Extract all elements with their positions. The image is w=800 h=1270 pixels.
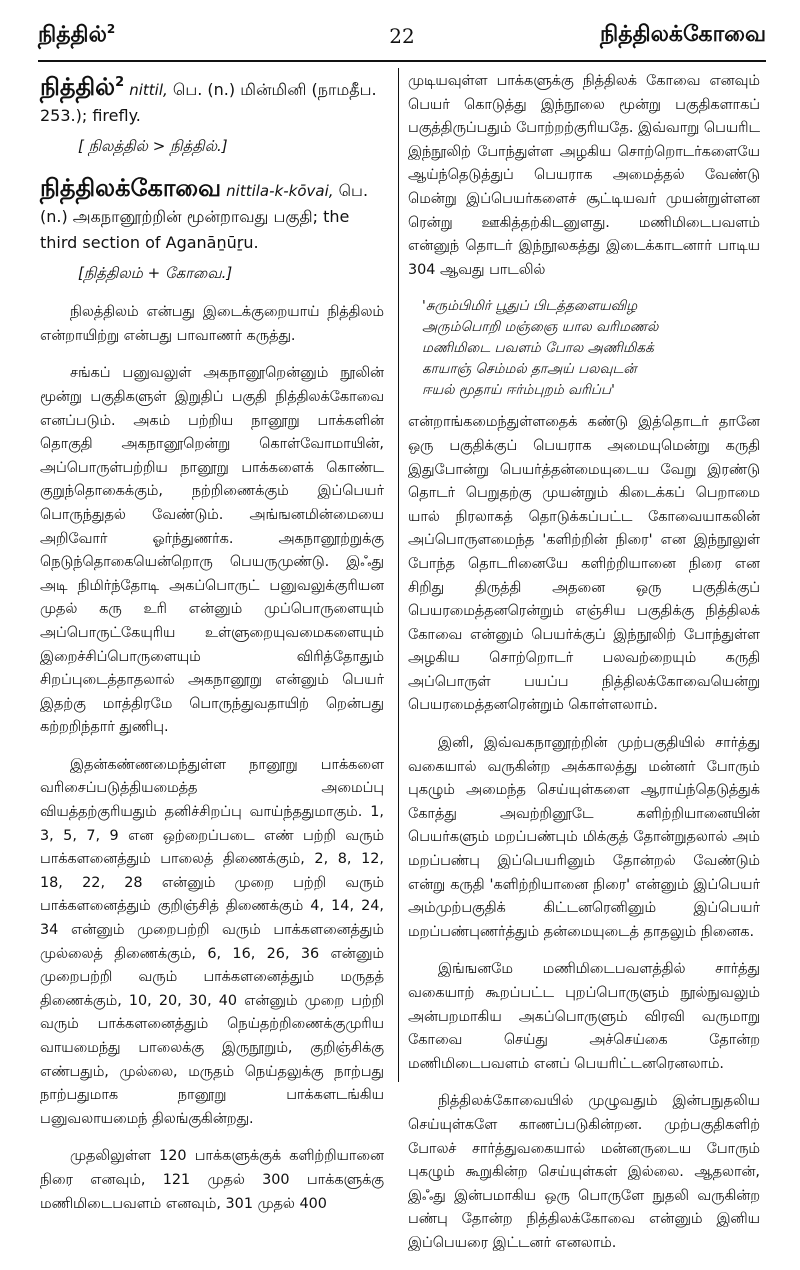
paragraph: இங்ஙனமே மணிமிடைபவளத்தில் சார்த்து வகையாற் கூறப்பட்ட புறப்பொருளும் நூல்நுவலும் அன்பறமாகிய அகப்பொருளும் விரவி வருமாறு கோவை செய்து அச்செய்கை தோன்ற மணிமிடைபவளம் எனப் பெயரிட்டனரெனலாம்.	[408, 961, 760, 1072]
entry-definition: பெ. (n.) அகநானூற்றின் மூன்றாவது பகுதி; the third section of Aganāṉūṟu.	[40, 180, 369, 252]
header-right-guideword: நித்திலக்கோவை	[600, 22, 766, 47]
entry-nittil	[40, 70, 384, 129]
page-number: 22	[389, 24, 415, 48]
entry-nittilakkovai	[40, 175, 384, 256]
verse-line: 'சுரும்பிமிர் பூதுப் பிடத்தளையவிழ	[422, 298, 638, 315]
paragraph: நிலத்திலம் என்பது இடைக்குறையாய் நித்திலம் என்றாயிற்று என்பது பாவாணர் கருத்து.	[40, 304, 384, 344]
paragraph: என்றாங்கமைந்துள்ளதைக் கண்டு இத்தொடர் தானே ஒரு பகுதிக்குப் பெயராக அமையுமென்று கருதி இதுபோன்று பெயர்த்தன்மையுடைய வேறு இரண்டு தொடர் பெறுதற்கு முயன்றும் கிடைக்கப் பெறாமை யால் நிரலாகத் தொடுக்கப்பட்ட கோவையாகலின் அப்பொருளமைந்த 'களிற்றின் நிரை' என இந்நூலுள் போந்த தொடரினையே களிற்றியானை நிரை என சிறிது திருத்தி அதனை ஒரு பகுதிக்குப் பெயரமைத்தனரென்றும் எஞ்சிய பகுதிக்கு நித்திலக் கோவை என்னும் பெயர்க்குப் இந்நூலிற் போந்துள்ள அழகிய சொற்றொடர் பலவற்றையும் கருதி அப்பொருள் பயப்ப நித்திலக்கோவையென்று பெயரமைத்தனரென்றும் கொள்ளலாம்.	[408, 414, 760, 714]
paragraph: நித்திலக்கோவையில் முழுவதும் இன்பநுதலிய செய்யுள்களே காணப்படுகின்றன. முற்பகுதிகளிற் போலச் சார்த்துவகையால் மன்னருடைய போரும் புகழும் கூறுகின்ற செய்யுள்கள் இல்லை. ஆதலான், இஃது இன்பமாகிய ஒரு பொருளே நுதலி வருகின்ற பண்பு தோன்ற நித்திலக்கோவை என்னும் இனிய இப்பெயரை இட்டனர் எனலாம்.	[408, 1093, 760, 1251]
quoted-verse	[422, 296, 760, 401]
paragraph: இதன்கண்ணமைந்துள்ள நானூறு பாக்களை வரிசைப்படுத்தியமைத்த அமைப்பு வியத்தற்குரியதும் தனிச்சிறப்பு வாய்ந்ததுமாகும். 1, 3, 5, 7, 9 என ஒற்றைப்படை எண் பற்றி வரும் பாக்களனைத்தும் பாலைத் திணைக்கும், 2, 8, 12, 18, 22, 28 என்னும் முறை பற்றி வரும் பாக்களனைத்தும் குறிஞ்சித் திணைக்கும் 4, 14, 24, 34 என்னும் முறைபற்றி வரும் பாக்களனைத்தும் முல்லைத் திணைக்கும், 6, 16, 26, 36 என்னும் முறைபற்றி வரும் பாக்களனைத்தும் மருதத் திணைக்கும், 10, 20, 30, 40 என்னும் முறை பற்றி வரும் பாக்களனைத்தும் நெய்தற்றிணைக்குமுரிய வாயமைந்து பாலைக்கு இருநூறும், குறிஞ்சிக்கு எண்பதும், முல்லை, மருதம் நெய்தலுக்கு நாற்பது நாற்பதுமாக நானூறு பாக்களடங்கிய பனுவலாயமைந் திலங்குகின்றது.	[40, 756, 384, 1127]
paragraph: முடியவுள்ள பாக்களுக்கு நித்திலக் கோவை எனவும் பெயர் கொடுத்து இந்நூலை மூன்று பகுதிகளாகப் பகுத்திருப்பதும் போற்றற்குரியதே. இவ்வாறு பெயரிட இந்நூலிற் போந்துள்ள அழகிய சொற்றொடர்களையே ஆய்ந்தெடுத்துப் பெயராக அமைத்தல் வேண்டு மென்று இப்பெயர்களைச் சூட்டியவர் முயன்றுள்ளன ரென்று ஊகித்தற்கிடனுளது. மணிமிடைபவளம் என்னுந் தொடர் இந்நூலகத்து இடைக்காடனார் பாடிய 304 ஆவது பாடலில்	[408, 73, 760, 278]
header-rule	[38, 60, 766, 62]
entry-etymology: [ நிலத்தில் > நித்தில்.]	[78, 137, 228, 155]
entry-definition: பெ. (n.) மின்மினி (நாமதீப. 253.); firefly.	[40, 80, 377, 125]
entry-transliteration: nittil,	[129, 81, 168, 99]
header-left-guideword: நித்தில்$^2$	[38, 22, 116, 48]
entry-headword: நித்தில்$^2$	[40, 73, 125, 101]
verse-line: காயாஞ் செம்மல் தாஅய் பலவுடன்	[422, 361, 637, 378]
paragraph: முதலிலுள்ள 120 பாக்களுக்குக் களிற்றியானை நிரை எனவும், 121 முதல் 300 பாக்களுக்கு மணிமிடைபவளம் எனவும், 301 முதல் 400	[40, 1148, 384, 1212]
verse-line: ஈயல் மூதாய் ஈர்ம்புறம் வரிப்ப'	[422, 382, 615, 399]
verse-line: அரும்பொறி மஞ்ஞை யால வரிமணல்	[422, 319, 659, 336]
verse-line: மணிமிடை பவளம் போல அணிமிகக்	[422, 340, 654, 357]
paragraph: இனி, இவ்வகநானூற்றின் முற்பகுதியில் சார்த்து வகையால் வருகின்ற அக்காலத்து மன்னர் போரும் புகழும் அமைந்த செய்யுள்களை ஆராய்ந்தெடுத்துக் கோத்து அவற்றினூடே களிற்றியானையின் பெயர்களும் மறப்பண்பும் மிக்குத் தோன்றுதலால் அம் மறப்பண்பு இப்பெயரினும் தோன்றல் வேண்டும் என்று கருதி 'களிற்றியானை நிரை' என்னும் இப்பெயர் அம்முற்பகுதிக் கிட்டனரெனினும் இப்பெயர் மறப்பண்புணர்த்தும் தன்மையுடைத் தாதலும் நினைக.	[408, 735, 760, 940]
entry-etymology: [நித்திலம் + கோவை.]	[78, 263, 233, 282]
right-column	[408, 70, 760, 1270]
entry-headword: நித்திலக்கோவை	[40, 173, 222, 202]
paragraph: சங்கப் பனுவலுள் அகநானூறென்னும் நூலின் மூன்று பகுதிகளுள் இறுதிப் பகுதி நித்திலக்கோவை எனப்படும். அகம் பற்றிய நானூறு பாக்களின் தொகுதி அகநானூறென்று கொள்வோமாயின், அப்பொருள்பற்றிய நானூறு பாக்களைக் கொண்ட குறுந்தொகைக்கும், நற்றிணைக்கும் இப்பெயர் பொருந்துதல் வேண்டும். அங்ஙனமின்மையை அறிவோர் ஓர்ந்துணர்க. அகநானூற்றுக்கு நெடுந்தொகையென்றொரு பெயருமுண்டு. இஃது அடி நிமிர்ந்தோடி அகப்பொருட் பனுவலுக்குரியன முதல் கரு உரி என்னும் முப்பொருளையும் அப்பொருட்கேயுரிய உள்ளுறையுவமைகளையும் இறைச்சிப்பொருளையும் விரித்தோதும் சிறப்புடைத்தாதலால் அகநானூறு என்னும் பெயர் இதற்கு மாத்திரமே பொருந்துவதாயிற் றென்பது கற்றறிந்தார் துணிபு.	[40, 365, 384, 736]
left-column	[40, 70, 384, 1230]
page-header	[38, 22, 766, 56]
entry-transliteration: nittila-k-kōvai,	[226, 181, 334, 200]
column-divider	[398, 68, 399, 1082]
